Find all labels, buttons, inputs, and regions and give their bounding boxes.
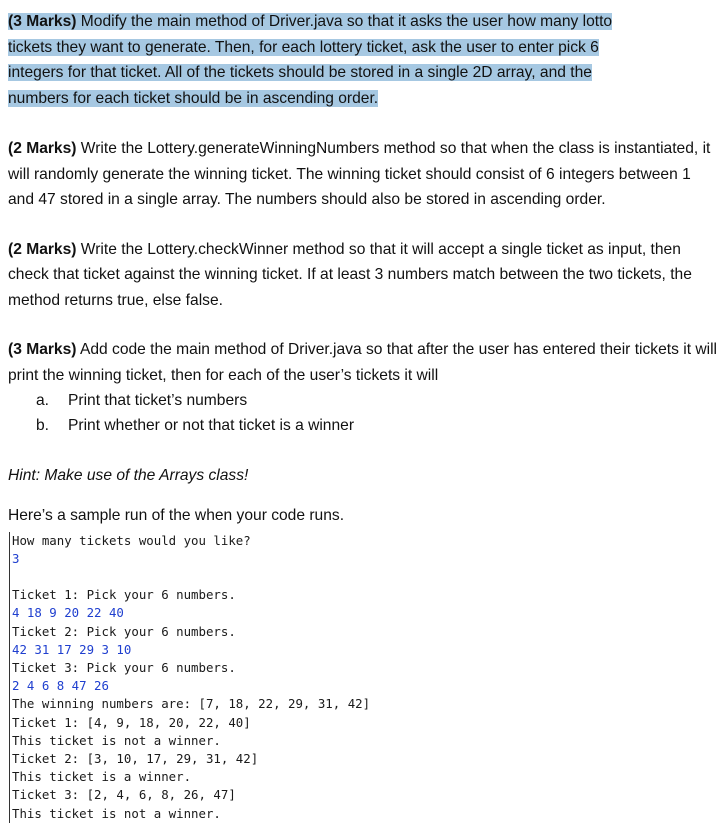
task-3-paragraph bbox=[8, 237, 720, 314]
hint-text: Hint: Make use of the Arrays class! bbox=[8, 467, 249, 484]
console-output-line: This ticket is not a winner. bbox=[12, 732, 221, 748]
task-4-sublist bbox=[8, 388, 720, 438]
console-output-line: The winning numbers are: [7, 18, 22, 29, 31, 42] bbox=[12, 696, 371, 712]
task-1-line-4: numbers for each ticket should be in ascending order. bbox=[8, 89, 379, 107]
console-output-line: Ticket 2: Pick your 6 numbers. bbox=[12, 623, 236, 639]
console-output-line: Ticket 2: [3, 10, 17, 29, 31, 42] bbox=[12, 751, 259, 767]
task-2-marks: (2 Marks) bbox=[8, 140, 77, 157]
console-input-line: 3 bbox=[12, 550, 20, 566]
task-1-paragraph bbox=[8, 9, 720, 111]
console-output-line: This ticket is a winner. bbox=[12, 769, 192, 785]
console-output-line: Ticket 1: [4, 9, 18, 20, 22, 40] bbox=[12, 714, 251, 730]
console-input-line: 42 31 17 29 3 10 bbox=[12, 641, 132, 657]
task-1-line-1: (3 Marks) Modify the main method of Driver.java so that it asks the user how many lotto bbox=[8, 13, 613, 30]
task-1-line-3: integers for that ticket. All of the tickets should be stored in a single 2D array, and the bbox=[8, 64, 592, 81]
task-2-text: Write the Lottery.generateWinningNumbers method so that when the class is instantiated, it will randomly generate the winning ticket. The winning ticket should consist of 6 integers between 1 and 47 stored in a single array. The numbers should also be stored in ascending order. bbox=[8, 140, 711, 208]
task-1-line-2: tickets they want to generate. Then, for each lottery ticket, ask the user to enter pick 6 bbox=[8, 38, 599, 56]
task-4-paragraph bbox=[8, 337, 720, 388]
assignment-document bbox=[8, 9, 720, 823]
task-4-marks: (3 Marks) bbox=[8, 341, 77, 358]
console-input-line: 4 18 9 20 22 40 bbox=[12, 605, 124, 621]
console-output-line: How many tickets would you like? bbox=[12, 532, 251, 548]
task-3-marks: (2 Marks) bbox=[8, 240, 77, 258]
console-output-line: Ticket 3: Pick your 6 numbers. bbox=[12, 660, 236, 675]
console-output-line: Ticket 1: Pick your 6 numbers. bbox=[12, 587, 236, 603]
task-2-paragraph bbox=[8, 136, 720, 213]
console-blank-line bbox=[12, 568, 720, 586]
task-3-text: Write the Lottery.checkWinner method so that it will accept a single ticket as input, then check that ticket against the winning ticket. If at least 3 numbers match between the two tickets, the method returns true, else false. bbox=[8, 240, 692, 309]
list-item: a. Print that ticket’s numbers bbox=[36, 392, 248, 409]
task-4-text: Add code the main method of Driver.java so that after the user has entered their tickets it will print the winning ticket, then for each of the user’s tickets it will bbox=[8, 341, 718, 384]
task-1-marks: (3 Marks) bbox=[8, 13, 77, 30]
list-item: b. Print whether or not that ticket is a winner bbox=[36, 417, 355, 434]
sample-console-output bbox=[9, 532, 720, 823]
console-output-line: Ticket 3: [2, 4, 6, 8, 26, 47] bbox=[12, 787, 236, 803]
console-output-line: This ticket is not a winner. bbox=[12, 805, 221, 821]
console-input-line: 2 4 6 8 47 26 bbox=[12, 678, 109, 694]
sample-intro: Here’s a sample run of the when your code runs. bbox=[8, 506, 345, 524]
